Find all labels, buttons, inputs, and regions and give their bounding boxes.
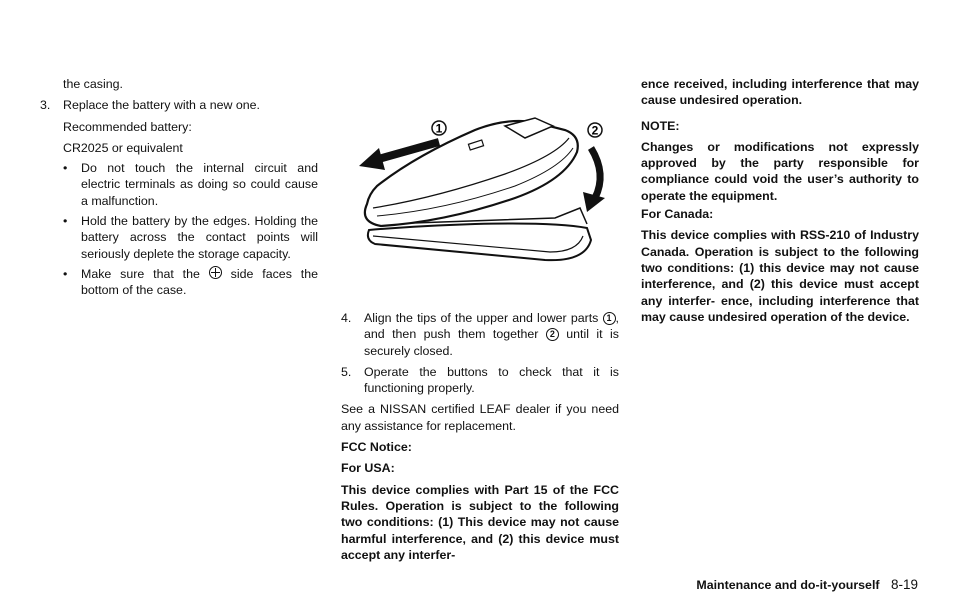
- fcc-notice-heading: FCC Notice:: [341, 440, 412, 455]
- page-footer: [696, 577, 918, 593]
- note-heading: NOTE:: [641, 118, 680, 133]
- step-5-number: 5.: [341, 364, 352, 379]
- column-right: [641, 76, 919, 325]
- circle-2-icon: 2: [546, 328, 559, 341]
- step-5: [341, 364, 619, 397]
- column-left: [40, 76, 318, 299]
- marker-2: 2: [591, 123, 599, 138]
- battery-type: CR2025 or equivalent: [63, 140, 183, 155]
- step-4-number: 4.: [341, 311, 352, 325]
- step-4-text-c: until it is securely closed.: [364, 327, 619, 358]
- key-fob-illustration: [355, 112, 615, 272]
- bullet-item: [40, 160, 318, 209]
- step-3-number: 3.: [40, 98, 51, 113]
- step-3: [40, 97, 318, 113]
- page-number: 8-19: [890, 577, 918, 592]
- recommended-battery-label: Recommended battery:: [63, 119, 192, 134]
- bullet-dot: •: [63, 161, 68, 176]
- bullet-text: Do not touch the internal circuit and electric terminals as doing so could cause a malfunction.: [81, 161, 318, 208]
- arrow-down-icon: [591, 148, 600, 198]
- bullet-text: Hold the battery by the edges. Holding the battery across the contact points will seriously deplete the storage capacity.: [81, 214, 318, 261]
- column-middle: [341, 310, 619, 563]
- step-3-text: Replace the battery with a new one.: [63, 98, 260, 113]
- step-4-text-a: Align the tips of the upper and lower parts: [364, 311, 599, 325]
- dealer-text: See a NISSAN certified LEAF dealer if you need any assistance for replacement.: [341, 402, 619, 433]
- bullet-dot: •: [63, 214, 68, 229]
- continued-text: ence received, including interference that may cause undesired operation.: [641, 77, 919, 108]
- section-title: Maintenance and do-it-yourself: [696, 578, 880, 592]
- casing-text: the casing.: [63, 77, 123, 91]
- bullet-item: [40, 266, 318, 299]
- for-canada-heading: For Canada:: [641, 207, 714, 222]
- bullet-dot: •: [63, 266, 68, 281]
- plus-terminal-icon: [209, 266, 222, 279]
- note-text: Changes or modifications not expressly approved by the party responsible for compliance could void the user’s authority to operate the equipment.: [641, 139, 919, 203]
- for-usa-heading: For USA:: [341, 461, 395, 476]
- lower-case-shape: [368, 224, 591, 261]
- usa-compliance-text: This device complies with Part 15 of the FCC Rules. Operation is subject to the following two conditions: (1) This device may not cause harmful interference, and (2) this device must accept any interfer-: [341, 482, 619, 562]
- step-5-text: Operate the buttons to check that it is functioning properly.: [364, 364, 619, 396]
- step-4-text-b: , and then push them together: [364, 311, 619, 342]
- canada-compliance-text: This device complies with RSS-210 of Industry Canada. Operation is subject to the following two conditions: (1) this device may not cause interference, and (2) this device must accept any interfer- ence, including interference that may cause undesired operation of the device.: [641, 228, 919, 324]
- marker-1: 1: [435, 121, 443, 136]
- bullet-text-b: side faces the bottom of the case.: [81, 266, 318, 298]
- circle-1-icon: 1: [603, 312, 616, 325]
- bullet-item: [40, 213, 318, 262]
- upper-case-shape: [365, 121, 578, 226]
- bullet-text-a: Make sure that the: [81, 266, 200, 281]
- step-4: [341, 310, 619, 359]
